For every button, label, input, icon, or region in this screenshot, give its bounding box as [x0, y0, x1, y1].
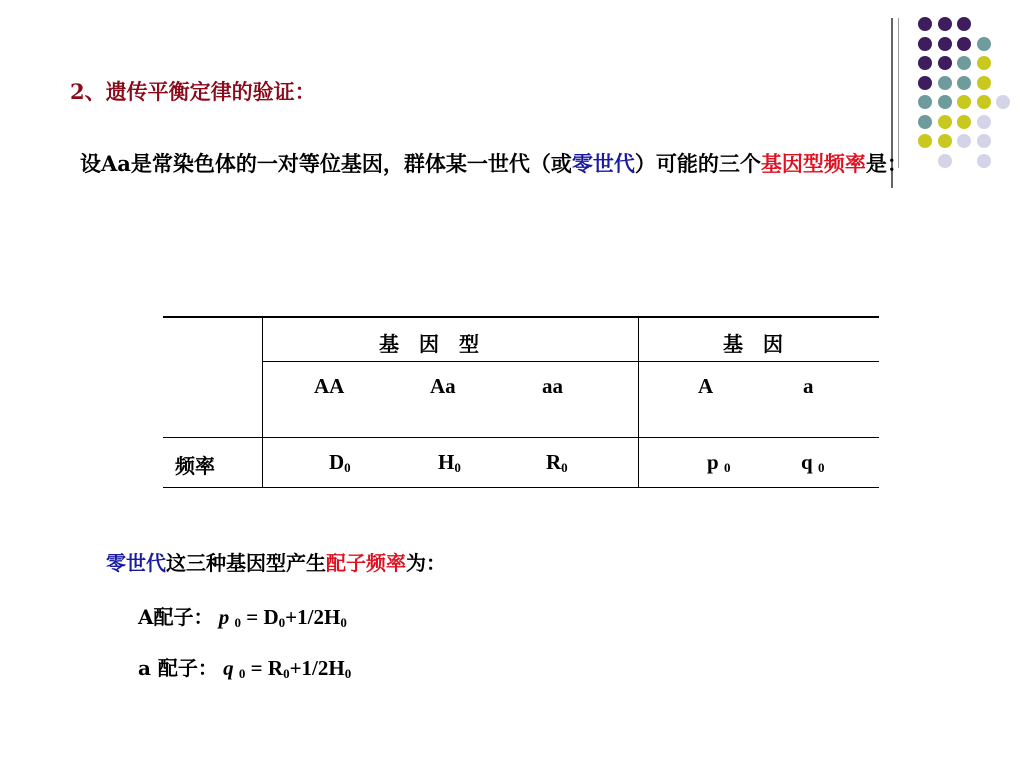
freq-D0: $D_0$ — [329, 450, 351, 475]
decor-dot — [938, 17, 952, 31]
decor-dot — [957, 56, 971, 70]
intro-highlight-genotype-frequency: 基因型频率 — [760, 151, 866, 176]
gamete-A-formula: A配子： p $_0 = D_0+1/2H_0$ — [138, 605, 347, 630]
decor-dot — [938, 115, 952, 129]
gamete-A-var: p — [218, 605, 230, 629]
table-rule-bottom — [163, 487, 879, 488]
decor-dot — [977, 115, 991, 129]
decor-dot — [918, 56, 932, 70]
table-rule-mid — [163, 437, 879, 438]
table-divider-2 — [638, 316, 639, 488]
decor-dot — [957, 37, 971, 51]
decor-dot — [957, 134, 971, 148]
row-label-frequency: 频率 — [175, 454, 215, 478]
decor-dot — [977, 76, 991, 90]
intro-text-3: 是： — [865, 151, 908, 176]
gamete-highlight-zero-generation: 零世代 — [106, 551, 166, 575]
decor-dot — [938, 134, 952, 148]
decor-dot — [977, 37, 991, 51]
gamete-text-1: 这三种基因型产生 — [166, 551, 326, 575]
freq-q0: q $_0$ — [801, 450, 825, 475]
decor-dot — [938, 37, 952, 51]
decor-dot — [938, 95, 952, 109]
gamete-text-2: 为： — [406, 551, 446, 575]
decor-dot — [938, 56, 952, 70]
genotype-Aa: Aa — [430, 374, 456, 398]
freq-R0: $R_0$ — [546, 450, 568, 475]
decor-dot — [957, 76, 971, 90]
gamete-a-var: q — [223, 656, 234, 680]
decor-dot — [918, 95, 932, 109]
decor-dot — [918, 17, 932, 31]
header-gene: 基 因 — [723, 332, 783, 356]
decor-dot — [957, 115, 971, 129]
page-title: 2、遗传平衡定律的验证： — [70, 79, 316, 104]
decor-dot — [957, 95, 971, 109]
decor-dot — [977, 154, 991, 168]
intro-paragraph — [80, 140, 920, 187]
gamete-a-label: a 配子： — [138, 656, 218, 680]
decor-dot — [938, 76, 952, 90]
decor-dot — [977, 56, 991, 70]
decor-dot — [996, 95, 1010, 109]
gene-a: a — [803, 374, 814, 398]
decor-dot — [977, 95, 991, 109]
table-rule-top — [163, 316, 879, 318]
header-genotype: 基 因 型 — [379, 332, 479, 356]
decor-dot — [918, 134, 932, 148]
intro-highlight-zero-generation: 零世代 — [571, 151, 635, 176]
table-divider-1 — [262, 316, 263, 488]
genotype-aa: aa — [542, 374, 563, 398]
intro-text-1: 设Aa是常染色体的一对等位基因，群体某一世代（或 — [80, 151, 572, 176]
decor-dot — [918, 37, 932, 51]
freq-H0: $H_0$ — [438, 450, 461, 475]
table-rule-header — [262, 361, 879, 362]
genotype-AA: AA — [314, 374, 345, 398]
gamete-intro — [106, 547, 446, 576]
decor-dot — [918, 76, 932, 90]
decor-dot — [977, 134, 991, 148]
gene-A: A — [698, 374, 714, 398]
gamete-a-formula: a 配子： q $_0 = R_0+1/2H_0$ — [138, 656, 352, 681]
frequency-table — [163, 316, 879, 488]
intro-text-2: ）可能的三个 — [634, 151, 761, 176]
decor-dot — [938, 154, 952, 168]
gamete-A-label: A配子： — [138, 605, 214, 629]
decor-dot — [957, 17, 971, 31]
decor-dot — [918, 115, 932, 129]
gamete-highlight-gamete-frequency: 配子频率 — [326, 551, 406, 575]
freq-p0: p $_0$ — [707, 450, 731, 475]
